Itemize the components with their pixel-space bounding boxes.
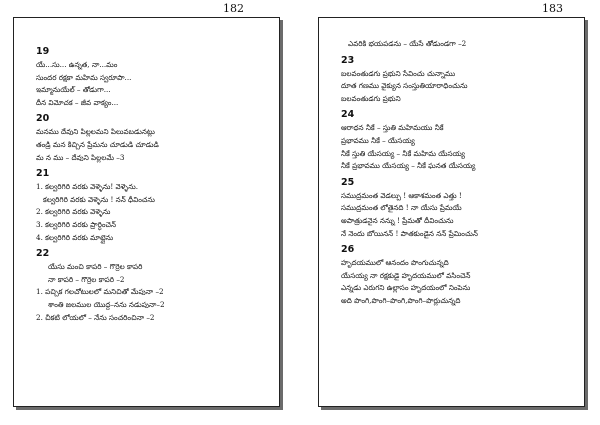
left-page-content <box>36 42 271 324</box>
song-number: 23 <box>341 54 355 66</box>
lyric-line: ఎన్నడు ఎరుగని ఉల్లాసం హృదయంలో నింపెను <box>341 283 471 293</box>
lyric-line: 1. కల్వరిగిరి వరకు వెళ్ళెను! వెళ్ళెను. <box>36 182 139 192</box>
lyric-line: మనము దేవుని పిల్లలమని పిలువబడునట్లు <box>36 127 155 137</box>
song-number: 24 <box>341 109 355 121</box>
lyric-line: 1. పచ్చిక గలచోటులలో మనిచితో మేపునా –2 <box>36 287 164 297</box>
right-page <box>318 17 585 407</box>
right-page-number: 183 <box>542 2 563 15</box>
lyric-line: ఎవరికి భయపడను – యేసే తోడుండగా –2 <box>348 39 467 48</box>
lyric-line: 2. చీకటి లోయలో – నేను సంచరించినా –2 <box>36 312 155 322</box>
lyric-line: ఇమ్మానుయేల్ – తోడుగా... <box>36 85 111 95</box>
lyric-line: దూత గణము వైక్యున సంస్తుతియారాధించును <box>341 81 468 91</box>
lyric-line: శాంతి జలముల యొద్ద–నను నడుపునా–2 <box>48 299 165 309</box>
song-number: 26 <box>341 244 355 256</box>
lyric-line: కల్వరిగిరి వరకు వెళ్ళెను ! నన్ ధీవించను <box>43 194 155 204</box>
song-number: 22 <box>36 248 50 260</box>
lyric-line: అది పొంగి,పొంగి–పొంగి,పొంగి–పొర్లుచున్నది <box>341 295 461 305</box>
lyric-line: సముద్రమంత వెడల్పు ! ఆకాశమంత ఎత్తు ! <box>341 190 462 200</box>
lyric-line: 4. కల్వరిగిరి వరకు మాట్లైను <box>36 232 114 242</box>
song-number: 20 <box>36 113 50 125</box>
lyric-line: మ న ము – దేవుని పిల్లలమే –3 <box>36 152 125 162</box>
lyric-line: యేసు మంచి కాపరి – గొర్రెల కాపరి <box>48 262 143 272</box>
song-number: 25 <box>341 176 355 188</box>
left-page <box>13 17 280 407</box>
lyric-line: ప్రభావము నీకే – యేసయ్య <box>341 135 415 145</box>
lyric-line: హృదయములో ఆనందం పొంగుచున్నది <box>341 258 449 268</box>
lyric-line: సుందర రక్షకా మహిమ స్వరూపా... <box>36 72 132 82</box>
lyric-line: అపాత్రుడనైన నన్ను ! ప్రేమతో దీవించును <box>341 215 454 225</box>
lyric-line: 3. కల్వరిగిరి వరకు ప్రార్ధించెన్ <box>36 219 117 229</box>
left-page-number: 182 <box>223 2 244 15</box>
lyric-line: బలవంతుడగు ప్రభుని <box>341 93 401 103</box>
lyric-line: సముద్రమంత లోతైనది ! నా యేసు ప్రేమయే <box>341 203 462 213</box>
lyric-line: నీకే స్తుతి యేసయ్య – నీకే మహిమ యేసయ్య <box>341 148 465 158</box>
lyric-line: దీన విమోచక – జీవ వాక్యం... <box>36 97 119 107</box>
song-number: 19 <box>36 46 50 57</box>
lyric-line: నీకే ప్రభావము యేసయ్య – నీకే ఘనత యేసయ్య <box>341 161 476 171</box>
lyric-line: బలవంతుడగు ప్రభుని సేవించు చున్నాము <box>341 68 456 78</box>
lyric-line: ఆరాధన నీకే – స్తుతి మహిమయు నీకే <box>341 123 444 133</box>
song-number: 21 <box>36 168 50 180</box>
right-page-content <box>341 38 576 308</box>
lyric-line: నే నెందు బోయినన్ ! పాతకుండైన నన్ ప్రేమించున్ <box>341 228 478 238</box>
lyric-line: తండ్రి మన కిచ్చిన ప్రేమను చూడుడి చూడుడి <box>36 139 159 149</box>
lyric-line: యేసయ్య నా రక్షకుడై హృదయములో వసించెన్ <box>341 270 471 280</box>
lyric-line: నా కాపరి – గొర్రెల కాపరి –2 <box>48 274 125 284</box>
lyric-line: 2. కల్వరిగిరి వరకు వెళ్ళెను <box>36 207 111 217</box>
lyric-line: యే...సు... ఉన్నత, నా...మం <box>36 60 118 69</box>
